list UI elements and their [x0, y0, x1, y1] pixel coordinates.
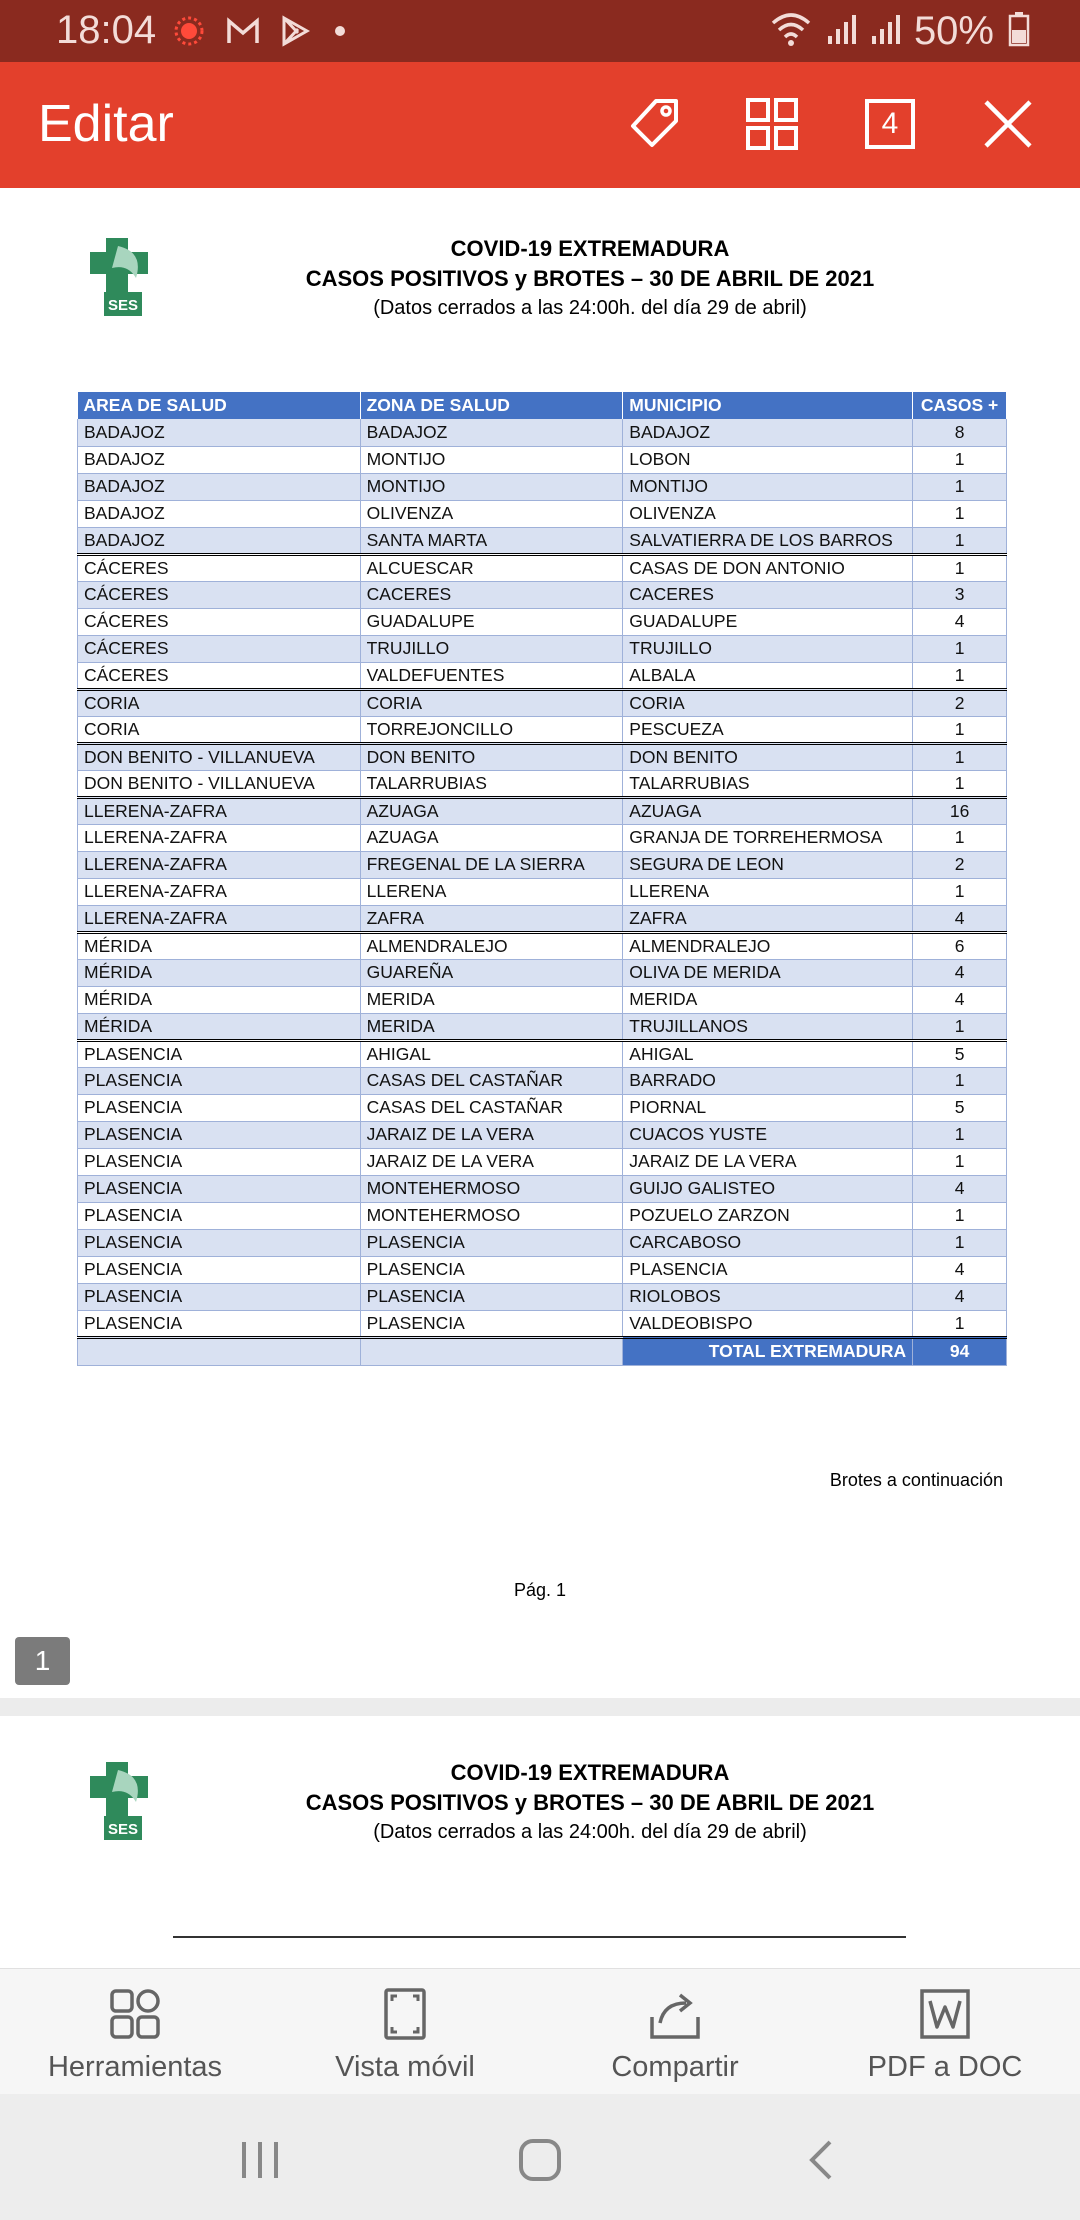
word-icon	[918, 1987, 972, 2041]
table-row	[78, 905, 1007, 932]
cell-zona: LLERENA	[360, 878, 623, 905]
cell-zona: ALCUESCAR	[360, 554, 623, 581]
cell-municipio: MONTIJO	[623, 473, 913, 500]
total-empty-cell	[78, 1337, 361, 1365]
table-row	[78, 878, 1007, 905]
cell-zona: DON BENITO	[360, 743, 623, 770]
cases-table-body	[78, 419, 1007, 1365]
cell-casos: 1	[913, 662, 1007, 689]
cell-municipio: TRUJILLANOS	[623, 1013, 913, 1040]
table-row	[78, 1121, 1007, 1148]
table-header-row	[78, 392, 1007, 419]
table-row	[78, 1175, 1007, 1202]
cell-zona: MONTIJO	[360, 473, 623, 500]
cell-zona: OLIVENZA	[360, 500, 623, 527]
brotes-note: Brotes a continuación	[829, 1470, 1003, 1490]
cell-casos: 1	[913, 1310, 1007, 1337]
app-actions	[622, 92, 1040, 156]
cell-casos: 1	[913, 635, 1007, 662]
record-icon	[172, 14, 206, 48]
cell-casos: 1	[913, 770, 1007, 797]
cell-municipio: AZUAGA	[623, 797, 913, 824]
table-row	[78, 1013, 1007, 1040]
battery-text: 50%	[913, 8, 994, 53]
cell-zona: SANTA MARTA	[360, 527, 623, 554]
cell-zona: AHIGAL	[360, 1040, 623, 1067]
cell-casos: 8	[913, 419, 1007, 446]
table-row	[78, 1094, 1007, 1121]
cell-casos: 1	[913, 824, 1007, 851]
cell-municipio: OLIVENZA	[623, 500, 913, 527]
table-row	[78, 446, 1007, 473]
cell-casos: 5	[913, 1040, 1007, 1067]
tools-icon	[108, 1987, 162, 2041]
cell-casos: 2	[913, 689, 1007, 716]
cell-zona: MERIDA	[360, 1013, 623, 1040]
cell-zona: AZUAGA	[360, 824, 623, 851]
table-row	[78, 1229, 1007, 1256]
cell-area: DON BENITO - VILLANUEVA	[78, 770, 361, 797]
cell-area: BADAJOZ	[78, 419, 361, 446]
cell-zona: CACERES	[360, 581, 623, 608]
table-row	[78, 743, 1007, 770]
cell-area: MÉRIDA	[78, 959, 361, 986]
cell-zona: PLASENCIA	[360, 1310, 623, 1337]
cell-area: BADAJOZ	[78, 500, 361, 527]
app-bar	[0, 62, 1080, 188]
document-viewer[interactable]	[0, 188, 1080, 1968]
cell-casos: 1	[913, 878, 1007, 905]
cell-zona: FREGENAL DE LA SIERRA	[360, 851, 623, 878]
pdf-page-2	[0, 1716, 1080, 1968]
cell-municipio: VALDEOBISPO	[623, 1310, 913, 1337]
cell-municipio: TRUJILLO	[623, 635, 913, 662]
cell-zona: JARAIZ DE LA VERA	[360, 1121, 623, 1148]
document-title	[0, 234, 1080, 322]
table-row	[78, 473, 1007, 500]
mobile-view-button[interactable]	[270, 1969, 540, 2095]
tag-icon[interactable]	[622, 92, 686, 156]
total-empty-cell	[360, 1337, 623, 1365]
cell-zona: GUADALUPE	[360, 608, 623, 635]
page-count: 4	[865, 99, 915, 149]
header-municipio: MUNICIPIO	[623, 392, 913, 419]
cell-municipio: ALMENDRALEJO	[623, 932, 913, 959]
cell-zona: GUAREÑA	[360, 959, 623, 986]
page-separator	[0, 1698, 1080, 1716]
pdf-to-doc-button[interactable]	[810, 1969, 1080, 2095]
title-line-1: COVID-19 EXTREMADURA	[450, 236, 730, 261]
cell-area: PLASENCIA	[78, 1040, 361, 1067]
title-line-2: CASOS POSITIVOS y BROTES – 30 DE ABRIL DE 2021	[305, 266, 875, 291]
cell-area: BADAJOZ	[78, 446, 361, 473]
table-row	[78, 716, 1007, 743]
cell-area: CORIA	[78, 716, 361, 743]
cell-municipio: SALVATIERRA DE LOS BARROS	[623, 527, 913, 554]
title-line-3: (Datos cerrados a las 24:00h. del día 29 de abril)	[373, 297, 807, 319]
cell-casos: 4	[913, 959, 1007, 986]
table-row	[78, 959, 1007, 986]
recents-icon[interactable]	[230, 2130, 290, 2190]
cell-area: PLASENCIA	[78, 1256, 361, 1283]
cell-casos: 1	[913, 500, 1007, 527]
cell-zona: PLASENCIA	[360, 1256, 623, 1283]
bottom-toolbar	[0, 1968, 1080, 2094]
cell-municipio: GUIJO GALISTEO	[623, 1175, 913, 1202]
table-row	[78, 1040, 1007, 1067]
status-icons-right	[770, 8, 1030, 54]
cell-casos: 1	[913, 446, 1007, 473]
cell-municipio: CASAS DE DON ANTONIO	[623, 554, 913, 581]
cell-municipio: PLASENCIA	[623, 1256, 913, 1283]
status-time: 18:04	[56, 8, 157, 52]
cell-area: CÁCERES	[78, 635, 361, 662]
cell-casos: 1	[913, 1229, 1007, 1256]
cell-area: PLASENCIA	[78, 1310, 361, 1337]
cell-zona: CASAS DEL CASTAÑAR	[360, 1094, 623, 1121]
title-line-3: (Datos cerrados a las 24:00h. del día 29 de abril)	[373, 1821, 807, 1843]
total-label: TOTAL EXTREMADURA	[623, 1337, 913, 1365]
cell-zona: MERIDA	[360, 986, 623, 1013]
cell-municipio: POZUELO ZARZON	[623, 1202, 913, 1229]
cell-municipio: TALARRUBIAS	[623, 770, 913, 797]
header-area: AREA DE SALUD	[78, 392, 361, 419]
cell-municipio: PIORNAL	[623, 1094, 913, 1121]
cell-area: CÁCERES	[78, 554, 361, 581]
cell-municipio: AHIGAL	[623, 1040, 913, 1067]
status-bar	[0, 0, 1080, 62]
app-title[interactable]: Editar	[38, 95, 174, 153]
cell-municipio: BARRADO	[623, 1067, 913, 1094]
svg-text:SES: SES	[107, 297, 139, 314]
cell-casos: 1	[913, 1067, 1007, 1094]
table-row	[78, 581, 1007, 608]
total-row	[78, 1337, 1007, 1365]
cell-zona: TORREJONCILLO	[360, 716, 623, 743]
signal-icon	[826, 12, 856, 51]
cell-area: LLERENA-ZAFRA	[78, 797, 361, 824]
table-row	[78, 986, 1007, 1013]
cell-municipio: LLERENA	[623, 878, 913, 905]
battery-icon	[1008, 11, 1030, 52]
cell-municipio: DON BENITO	[623, 743, 913, 770]
table-row	[78, 932, 1007, 959]
cell-area: PLASENCIA	[78, 1229, 361, 1256]
cell-municipio: BADAJOZ	[623, 419, 913, 446]
cell-casos: 16	[913, 797, 1007, 824]
table-row	[78, 770, 1007, 797]
cell-area: LLERENA-ZAFRA	[78, 851, 361, 878]
cell-municipio: RIOLOBOS	[623, 1283, 913, 1310]
cell-area: PLASENCIA	[78, 1094, 361, 1121]
dot-icon	[330, 21, 350, 41]
cell-zona: JARAIZ DE LA VERA	[360, 1148, 623, 1175]
table-row	[78, 824, 1007, 851]
cell-casos: 1	[913, 1202, 1007, 1229]
wifi-icon	[770, 11, 812, 52]
mobile-view-icon	[378, 1987, 432, 2041]
share-icon	[648, 1987, 702, 2041]
cell-casos: 2	[913, 851, 1007, 878]
cell-zona: PLASENCIA	[360, 1229, 623, 1256]
cell-area: BADAJOZ	[78, 527, 361, 554]
document-title	[0, 1758, 1080, 1846]
cell-casos: 4	[913, 1256, 1007, 1283]
cell-casos: 1	[913, 743, 1007, 770]
gmail-icon	[226, 17, 260, 45]
cell-municipio: SEGURA DE LEON	[623, 851, 913, 878]
cell-area: PLASENCIA	[78, 1148, 361, 1175]
table-row	[78, 689, 1007, 716]
cell-casos: 3	[913, 581, 1007, 608]
cell-municipio: JARAIZ DE LA VERA	[623, 1148, 913, 1175]
cell-area: LLERENA-ZAFRA	[78, 824, 361, 851]
header-zona: ZONA DE SALUD	[360, 392, 623, 419]
cell-casos: 5	[913, 1094, 1007, 1121]
table-top-rule	[173, 1936, 906, 1938]
cell-casos: 1	[913, 1013, 1007, 1040]
mobile-view-label: Vista móvil	[335, 2051, 475, 2083]
back-icon[interactable]	[792, 2130, 852, 2190]
tools-label: Herramientas	[47, 2051, 223, 2083]
table-row	[78, 608, 1007, 635]
table-row	[78, 527, 1007, 554]
page-count-icon[interactable]	[858, 92, 922, 156]
cell-zona: ZAFRA	[360, 905, 623, 932]
pdf-page-1	[0, 188, 1080, 1698]
cell-area: DON BENITO - VILLANUEVA	[78, 743, 361, 770]
cell-zona: MONTEHERMOSO	[360, 1202, 623, 1229]
cell-zona: TRUJILLO	[360, 635, 623, 662]
cell-casos: 1	[913, 716, 1007, 743]
cell-municipio: MERIDA	[623, 986, 913, 1013]
share-button[interactable]	[540, 1969, 810, 2095]
cell-area: MÉRIDA	[78, 986, 361, 1013]
cell-casos: 1	[913, 1121, 1007, 1148]
cell-municipio: CARCABOSO	[623, 1229, 913, 1256]
cell-zona: BADAJOZ	[360, 419, 623, 446]
home-icon[interactable]	[510, 2130, 570, 2190]
table-row	[78, 500, 1007, 527]
cell-zona: CORIA	[360, 689, 623, 716]
svg-text:SES: SES	[107, 1821, 139, 1838]
title-line-1: COVID-19 EXTREMADURA	[450, 1760, 730, 1785]
table-row	[78, 662, 1007, 689]
cell-area: LLERENA-ZAFRA	[78, 905, 361, 932]
table-row	[78, 419, 1007, 446]
cell-casos: 1	[913, 473, 1007, 500]
close-icon[interactable]	[976, 92, 1040, 156]
cell-municipio: ZAFRA	[623, 905, 913, 932]
grid-icon[interactable]	[740, 92, 804, 156]
pdf-to-doc-label: PDF a DOC	[867, 2051, 1023, 2083]
cell-casos: 4	[913, 1283, 1007, 1310]
cell-zona: MONTIJO	[360, 446, 623, 473]
page-label: Pág. 1	[513, 1580, 567, 1600]
cell-municipio: ALBALA	[623, 662, 913, 689]
cell-zona: PLASENCIA	[360, 1283, 623, 1310]
cell-municipio: GRANJA DE TORREHERMOSA	[623, 824, 913, 851]
share-label: Compartir	[611, 2051, 739, 2083]
cell-area: MÉRIDA	[78, 932, 361, 959]
cell-area: PLASENCIA	[78, 1067, 361, 1094]
cell-casos: 1	[913, 554, 1007, 581]
signal-icon	[870, 12, 900, 51]
cell-casos: 4	[913, 608, 1007, 635]
cell-zona: VALDEFUENTES	[360, 662, 623, 689]
table-row	[78, 797, 1007, 824]
table-row	[78, 1283, 1007, 1310]
tools-button[interactable]	[0, 1969, 270, 2095]
cell-municipio: OLIVA DE MERIDA	[623, 959, 913, 986]
cell-zona: AZUAGA	[360, 797, 623, 824]
cell-area: CÁCERES	[78, 608, 361, 635]
status-icons-left	[172, 12, 350, 50]
play-store-icon	[280, 15, 310, 47]
cell-zona: TALARRUBIAS	[360, 770, 623, 797]
cell-municipio: PESCUEZA	[623, 716, 913, 743]
system-navigation-bar	[0, 2094, 1080, 2220]
cell-municipio: GUADALUPE	[623, 608, 913, 635]
cell-area: CÁCERES	[78, 662, 361, 689]
table-row	[78, 1202, 1007, 1229]
cell-zona: ALMENDRALEJO	[360, 932, 623, 959]
cell-municipio: LOBON	[623, 446, 913, 473]
cell-casos: 4	[913, 986, 1007, 1013]
cell-casos: 1	[913, 527, 1007, 554]
cases-table	[77, 392, 1007, 1366]
table-row	[78, 1256, 1007, 1283]
cell-area: PLASENCIA	[78, 1121, 361, 1148]
table-row	[78, 635, 1007, 662]
page-indicator[interactable]: 1	[15, 1637, 70, 1685]
table-row	[78, 851, 1007, 878]
cell-area: LLERENA-ZAFRA	[78, 878, 361, 905]
cell-casos: 6	[913, 932, 1007, 959]
header-casos: CASOS +	[913, 392, 1007, 419]
table-row	[78, 1067, 1007, 1094]
cell-area: PLASENCIA	[78, 1175, 361, 1202]
cell-area: BADAJOZ	[78, 473, 361, 500]
cell-area: CÁCERES	[78, 581, 361, 608]
table-row	[78, 1148, 1007, 1175]
cell-municipio: CACERES	[623, 581, 913, 608]
cell-zona: MONTEHERMOSO	[360, 1175, 623, 1202]
cell-municipio: CORIA	[623, 689, 913, 716]
table-row	[78, 554, 1007, 581]
total-value: 94	[913, 1337, 1007, 1365]
cell-zona: CASAS DEL CASTAÑAR	[360, 1067, 623, 1094]
cell-casos: 4	[913, 905, 1007, 932]
cell-casos: 1	[913, 1148, 1007, 1175]
cell-area: CORIA	[78, 689, 361, 716]
cell-area: PLASENCIA	[78, 1283, 361, 1310]
cell-municipio: CUACOS YUSTE	[623, 1121, 913, 1148]
table-row	[78, 1310, 1007, 1337]
title-line-2: CASOS POSITIVOS y BROTES – 30 DE ABRIL DE 2021	[305, 1790, 875, 1815]
cell-area: PLASENCIA	[78, 1202, 361, 1229]
cell-area: MÉRIDA	[78, 1013, 361, 1040]
cell-casos: 4	[913, 1175, 1007, 1202]
